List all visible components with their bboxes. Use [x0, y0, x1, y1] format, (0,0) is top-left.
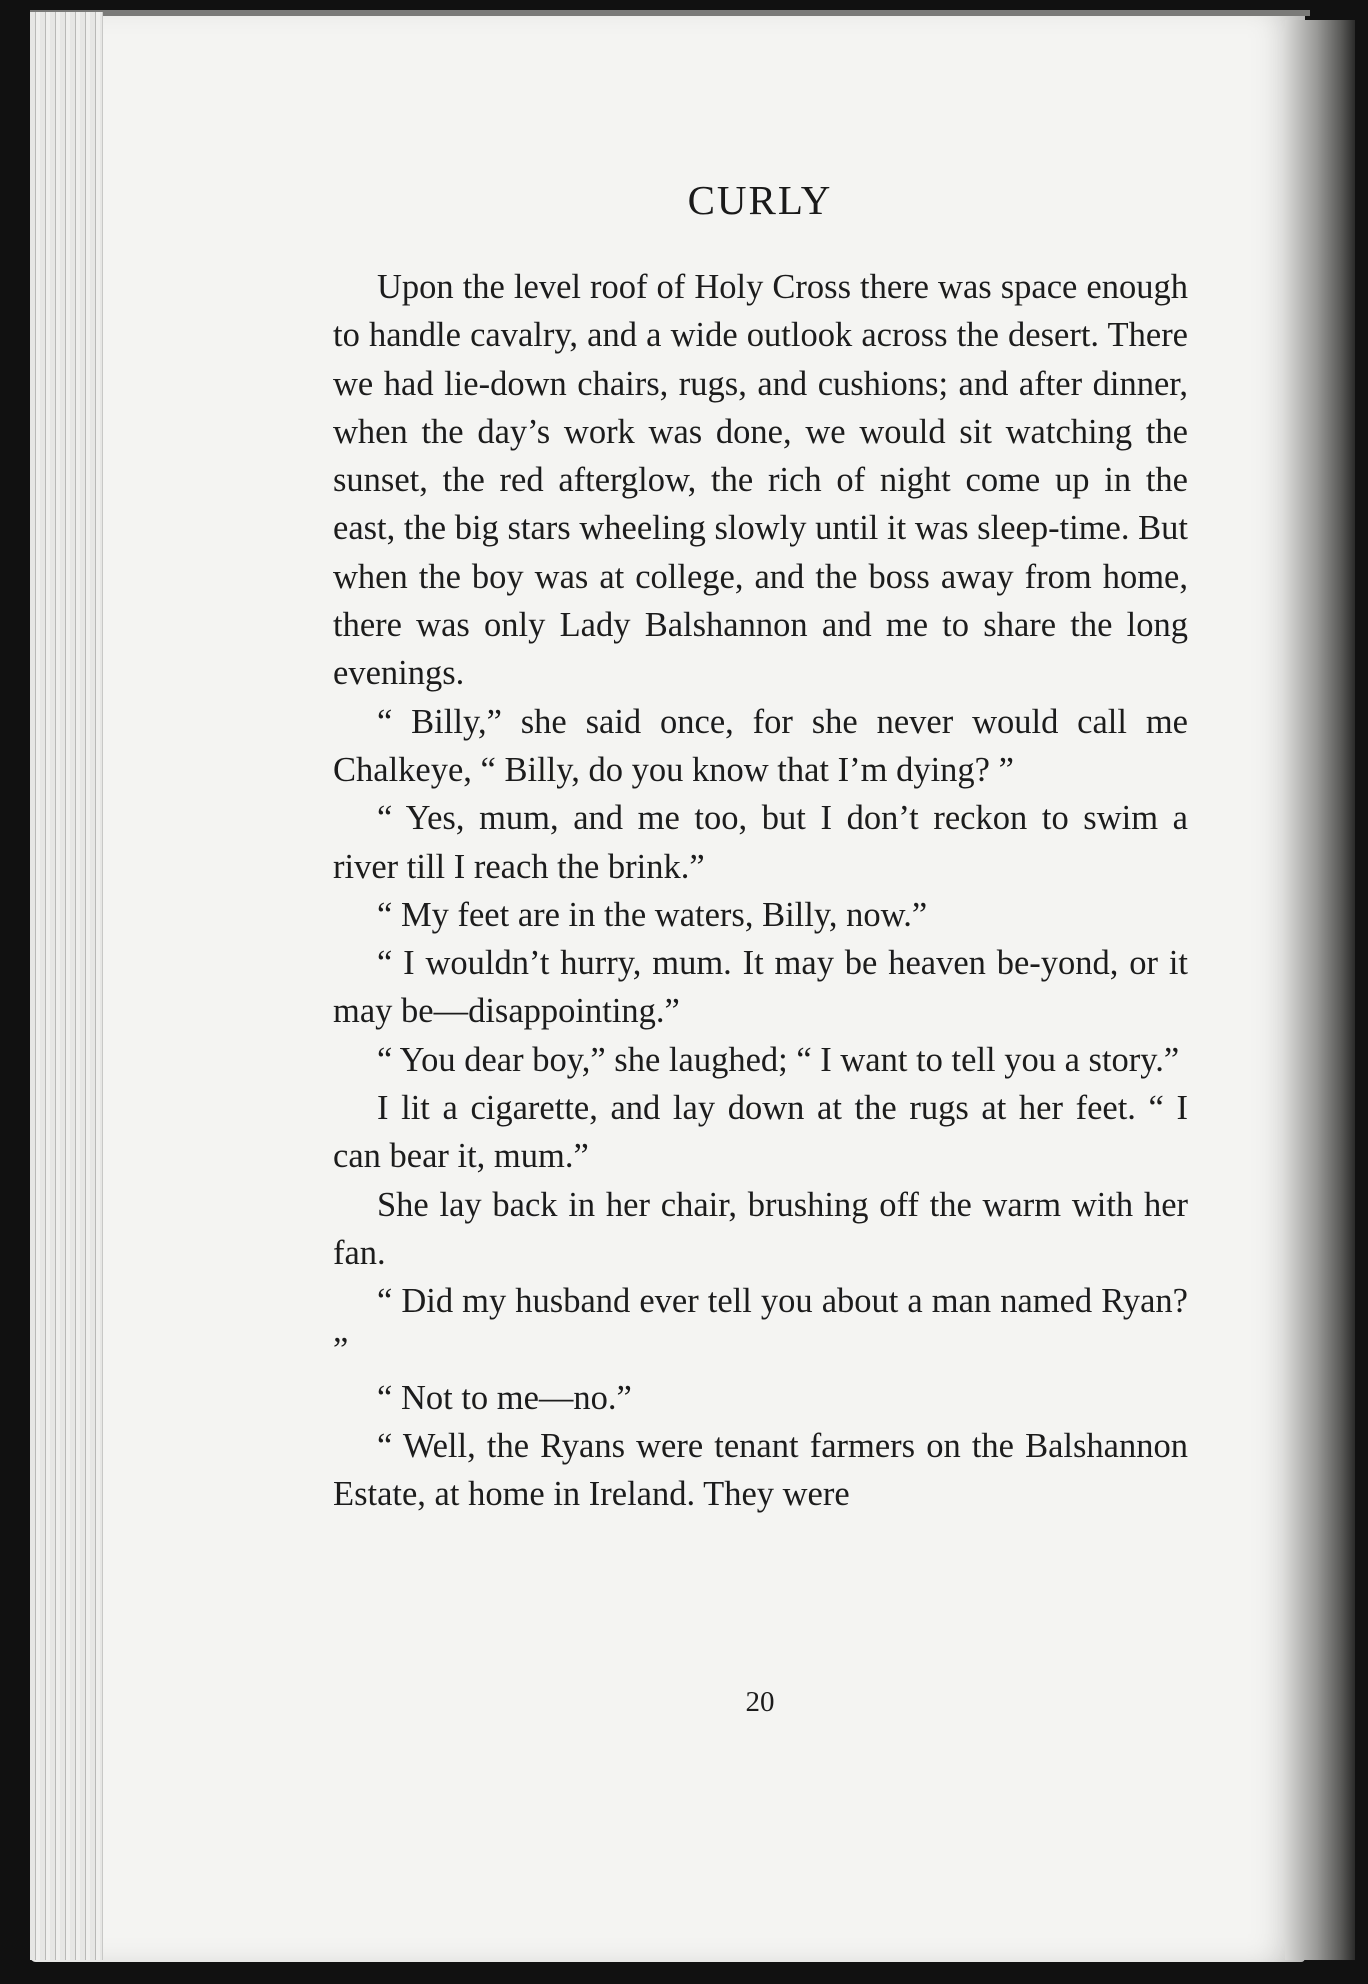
paragraph: “ You dear boy,” she laughed; “ I want to tell you a story.”: [377, 1040, 1180, 1079]
paragraph: “ Yes, mum, and me too, but I don’t reckon to swim a river till I reach the brink.”: [333, 799, 1188, 886]
paragraph: “ Billy,” she said once, for she never would call me Chalkeye, “ Billy, do you know that I’m dying? ”: [333, 702, 1188, 789]
page-stack-edges: [30, 12, 103, 1960]
body-text: [333, 263, 1188, 1519]
page-top-edge: [30, 10, 1310, 16]
running-title: CURLY: [687, 177, 833, 223]
page-number: 20: [745, 1686, 775, 1718]
paragraph: “ My feet are in the waters, Billy, now.”: [377, 895, 928, 934]
paragraph: She lay back in her chair, brushing off the warm with her fan.: [333, 1185, 1188, 1272]
paragraph: “ Did my husband ever tell you about a man named Ryan? ”: [333, 1282, 1188, 1369]
paragraph: I lit a cigarette, and lay down at the rugs at her feet. “ I can bear it, mum.”: [333, 1089, 1188, 1176]
paragraph: Upon the level roof of Holy Cross there was space enough to handle cavalry, and a wide outlook across the desert. There we had lie-down chairs, rugs, and cushions; and after dinner, when the day’s work was done, we would sit watching the sunset, the red afterglow, the rich of night come up in the east, the big stars wheeling slowly until it was sleep-time. But when the boy was at college, and the boss away from home, there was only Lady Balshannon and me to share the long evenings.: [333, 268, 1188, 693]
paragraph: “ I wouldn’t hurry, mum. It may be heaven be-yond, or it may be—disappointing.”: [333, 944, 1188, 1031]
paragraph: “ Not to me—no.”: [377, 1378, 632, 1417]
binding-gutter-shadow: [1285, 20, 1355, 1960]
paragraph: “ Well, the Ryans were tenant farmers on the Balshannon Estate, at home in Ireland. They were: [333, 1427, 1188, 1514]
